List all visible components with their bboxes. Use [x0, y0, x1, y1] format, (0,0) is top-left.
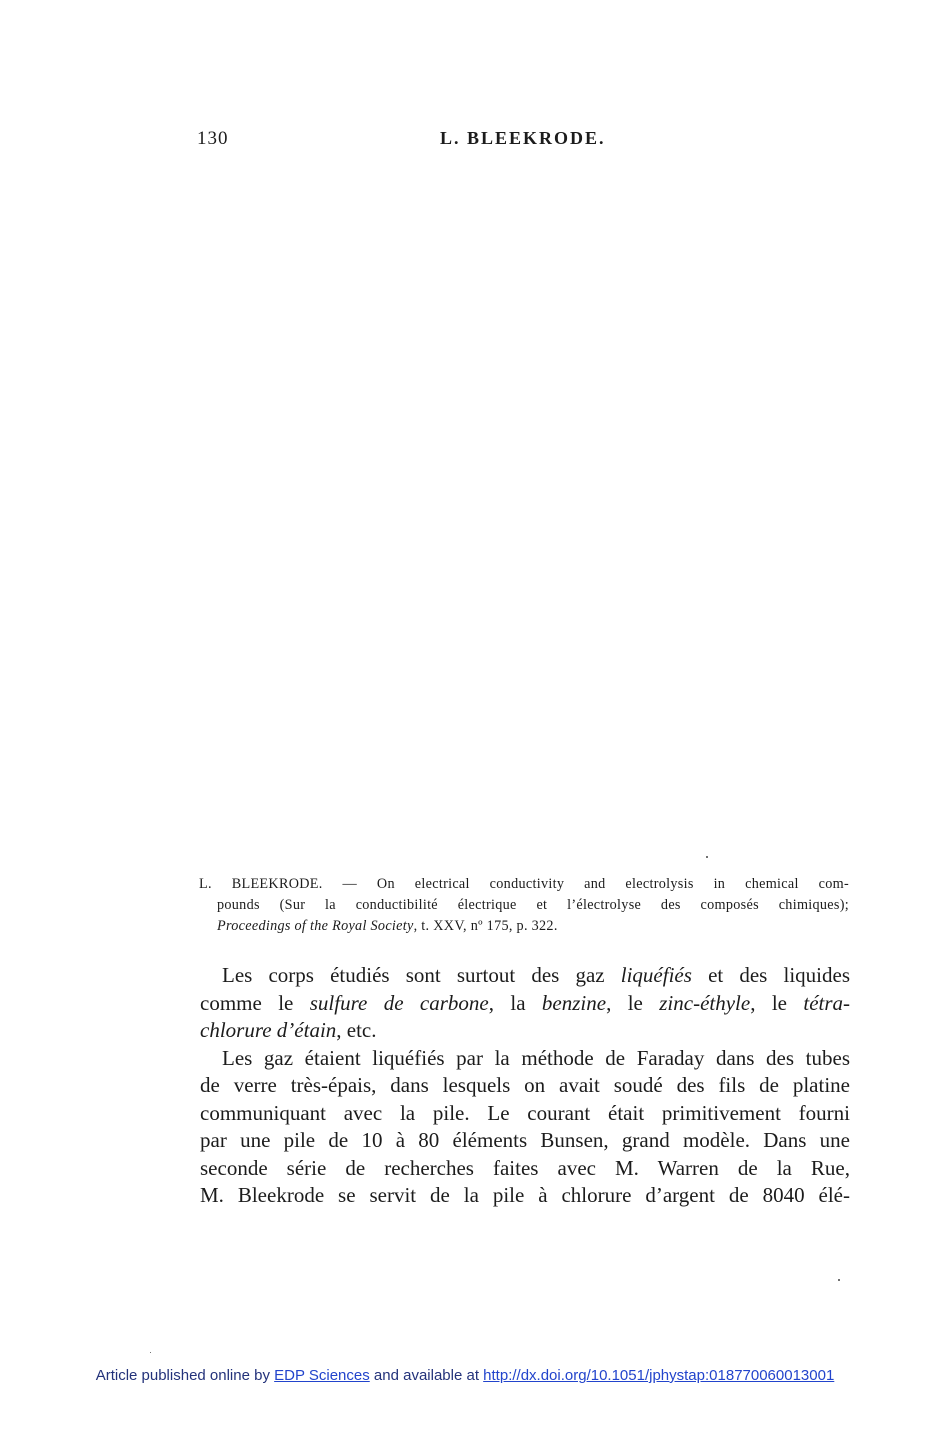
- journal-details: , t. XXV, nº 175, p. 322.: [413, 918, 558, 934]
- reference-line-3: [199, 916, 849, 937]
- doi-link[interactable]: http://dx.doi.org/10.1051/jphystap:018770060013001: [483, 1367, 835, 1384]
- paragraph-line: Les corps étudiés sont surtout des gaz liquéfiés et des liquides: [222, 963, 850, 987]
- publication-footer: [0, 1367, 930, 1384]
- page-number: 130: [197, 128, 229, 149]
- paragraph-line: chlorure d’étain, etc.: [200, 1018, 377, 1042]
- paragraph-line: comme le sulfure de carbone, la benzine, le zinc-éthyle, le tétra-: [200, 990, 851, 1015]
- paragraph-line: M. Bleekrode se servit de la pile à chlorure d’argent de 8040 élé-: [200, 1183, 850, 1207]
- reference-line-1: L. BLEEKRODE. — On electrical conductivity and electrolysis in chemical com-: [199, 876, 849, 892]
- paragraph-line: de verre très-épais, dans lesquels on avait soudé des fils de platine: [200, 1073, 850, 1097]
- scan-speck: [838, 1279, 840, 1281]
- scan-speck: [150, 1352, 151, 1353]
- paragraph-line: par une pile de 10 à 80 éléments Bunsen, grand modèle. Dans une: [200, 1128, 850, 1152]
- edp-sciences-link[interactable]: EDP Sciences: [274, 1367, 370, 1384]
- paragraph-line: Les gaz étaient liquéfiés par la méthode de Faraday dans des tubes: [222, 1045, 850, 1070]
- paragraph-line: seconde série de recherches faites avec M. Warren de la Rue,: [200, 1155, 850, 1180]
- body-text: [200, 962, 850, 1210]
- paragraph-2: [200, 1045, 850, 1210]
- bibliographic-reference: [199, 874, 849, 937]
- paragraph-line: communiquant avec la pile. Le courant était primitivement fourni: [200, 1100, 850, 1125]
- scan-speck: [706, 856, 708, 858]
- footer-prefix: Article published online by: [95, 1367, 275, 1384]
- running-title: L. BLEEKRODE.: [440, 128, 606, 148]
- reference-line-2: pounds (Sur la conductibilité électrique et l’électrolyse des composés chimiques);: [217, 897, 849, 913]
- paragraph-1: [200, 962, 850, 1045]
- journal-title: Proceedings of the Royal Society: [217, 918, 414, 934]
- footer-middle: and available at: [369, 1367, 484, 1384]
